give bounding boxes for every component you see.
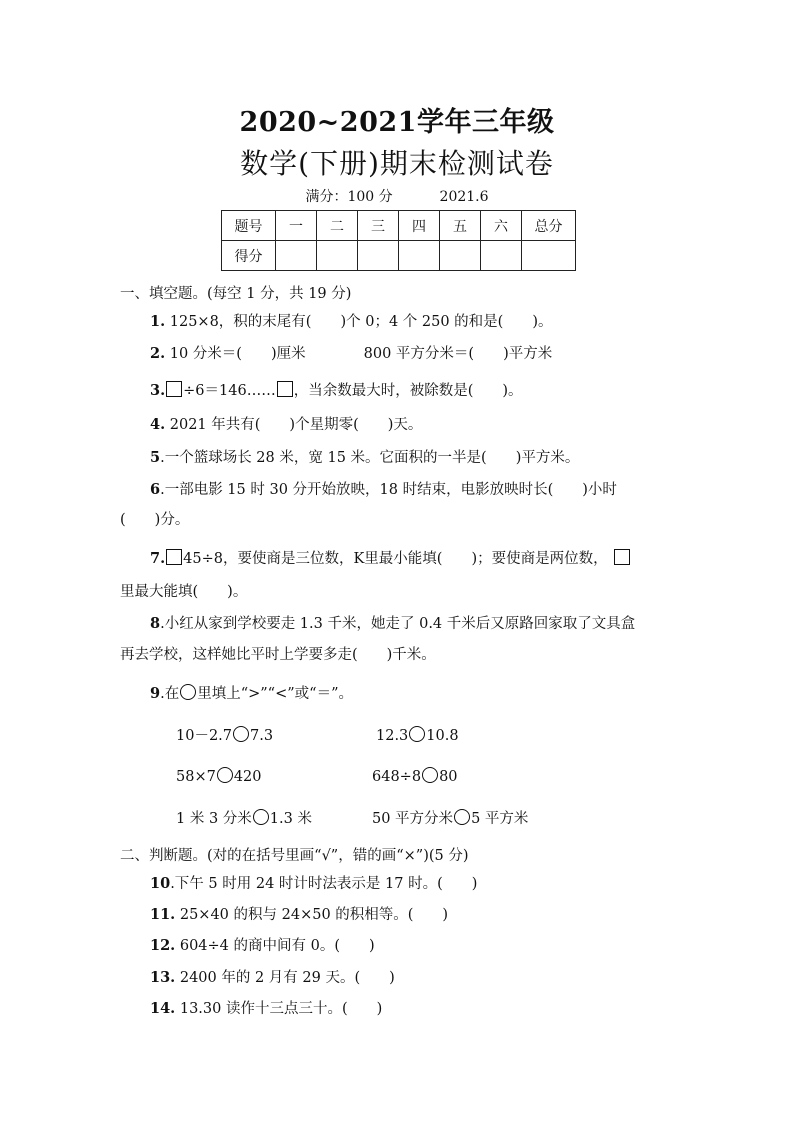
score-table-blank[interactable] — [440, 241, 481, 271]
exam-meta — [0, 186, 794, 206]
question-number: 12. — [150, 937, 176, 954]
question-number: 4. — [150, 416, 166, 433]
score-table-score-row — [222, 241, 576, 271]
compare-right: 10.8 — [426, 728, 459, 744]
score-table-cell: 总分 — [522, 211, 576, 241]
score-table-cell: 一 — [276, 211, 317, 241]
answer-box-icon — [166, 549, 182, 565]
question-2 — [150, 344, 552, 364]
question-text: ，当余数最大时，被除数是( )。 — [293, 383, 523, 399]
question-6-cont: ( )分。 — [120, 512, 190, 528]
compare-circle-icon[interactable] — [422, 767, 438, 783]
answer-box-icon — [166, 381, 182, 397]
compare-left: 10－2.7 — [176, 728, 233, 744]
section2-heading: 二、判断题。(对的在括号里画“√”，错的画“×”)(5 分) — [120, 848, 469, 864]
score-table-cell: 二 — [317, 211, 358, 241]
score-table-blank[interactable] — [522, 241, 576, 271]
compare-item — [372, 767, 458, 787]
question-9 — [150, 684, 353, 704]
question-number: 8 — [150, 615, 161, 632]
question-text: 2400 年的 2 月有 29 天。( ) — [175, 970, 395, 986]
score-table-blank[interactable] — [481, 241, 522, 271]
compare-right: 1.3 米 — [269, 811, 312, 827]
question-number: 10 — [150, 875, 171, 892]
compare-item — [176, 767, 262, 787]
question-8-cont: 再去学校，这样她比平时上学要多走( )千米。 — [120, 647, 436, 663]
question-13 — [150, 968, 395, 988]
compare-right: 7.3 — [250, 728, 274, 744]
question-text: 13.30 读作十三点三十。( ) — [175, 1001, 383, 1017]
compare-left: 1 米 3 分米 — [176, 811, 252, 827]
question-number: 7. — [150, 550, 166, 567]
compare-right: 5 平方米 — [471, 811, 529, 827]
compare-circle-icon[interactable] — [454, 809, 470, 825]
compare-item — [176, 809, 312, 829]
compare-left: 58×7 — [176, 769, 216, 785]
question-14 — [150, 999, 382, 1019]
question-10 — [150, 874, 477, 894]
score-table-blank[interactable] — [358, 241, 399, 271]
compare-right: 420 — [233, 769, 262, 785]
question-text: 125×8，积的末尾有( )个 0；4 个 250 的和是( )。 — [165, 314, 553, 330]
question-text: .一部电影 15 时 30 分开始放映，18 时结束，电影放映时长( )小时 — [160, 482, 617, 498]
score-table-blank[interactable] — [317, 241, 358, 271]
compare-item — [372, 809, 528, 829]
question-number: 9 — [150, 685, 161, 702]
question-number: 11. — [150, 906, 176, 923]
question-number: 5 — [150, 449, 161, 466]
question-7 — [150, 549, 631, 569]
question-12 — [150, 936, 375, 956]
score-table-header-row — [222, 211, 576, 241]
question-1 — [150, 312, 553, 332]
score-table-cell: 题号 — [222, 211, 276, 241]
compare-left: 648÷8 — [372, 769, 422, 785]
exam-date: 2021.6 — [439, 189, 489, 205]
compare-circle-icon[interactable] — [233, 726, 249, 742]
question-5 — [150, 448, 579, 468]
full-score: 满分：100 分 — [305, 189, 393, 205]
score-table-cell: 三 — [358, 211, 399, 241]
question-text: .下午 5 时用 24 时计时法表示是 17 时。( ) — [170, 876, 478, 892]
question-text: .在 — [160, 686, 180, 702]
score-table-cell: 五 — [440, 211, 481, 241]
question-text: 604÷4 的商中间有 0。( ) — [175, 938, 375, 954]
compare-item — [176, 726, 273, 746]
exam-title-line2: 数学(下册)期末检测试卷 — [240, 147, 554, 180]
question-text: 800 平方分米＝( )平方米 — [363, 346, 553, 362]
question-number: 13. — [150, 969, 176, 986]
score-table-cell: 六 — [481, 211, 522, 241]
compare-circle-icon — [180, 684, 196, 700]
question-text: .一个篮球场长 28 米，宽 15 米。它面积的一半是( )平方米。 — [160, 450, 580, 466]
question-text: 10 分米＝( )厘米 — [165, 346, 306, 362]
question-text: 45÷8，要使商是三位数，K里最小能填( )；要使商是两位数， — [183, 551, 608, 567]
compare-left: 50 平方分米 — [372, 811, 454, 827]
question-3 — [150, 381, 523, 401]
exam-title-line1: 2020~2021学年三年级 — [239, 107, 555, 138]
question-number: 1. — [150, 313, 166, 330]
score-table — [221, 210, 576, 271]
question-number: 3. — [150, 382, 166, 399]
compare-item — [376, 726, 459, 746]
question-text: .小红从家到学校要走 1.3 千米，她走了 0.4 千米后又原路回家取了文具盒 — [160, 616, 636, 632]
score-table-blank[interactable] — [399, 241, 440, 271]
compare-circle-icon[interactable] — [217, 767, 233, 783]
question-6 — [150, 480, 617, 500]
question-text: ÷6＝146…… — [183, 383, 276, 399]
answer-box-icon — [614, 549, 630, 565]
question-8 — [150, 614, 635, 634]
question-text: 2021 年共有( )个星期零( )天。 — [165, 417, 423, 433]
compare-circle-icon[interactable] — [409, 726, 425, 742]
question-number: 2. — [150, 345, 166, 362]
score-table-cell: 得分 — [222, 241, 276, 271]
compare-left: 12.3 — [376, 728, 409, 744]
question-number: 14. — [150, 1000, 176, 1017]
score-table-cell: 四 — [399, 211, 440, 241]
question-text: 里填上“>”“<”或“＝”。 — [197, 686, 353, 702]
compare-right: 80 — [439, 769, 458, 785]
section1-heading: 一、填空题。(每空 1 分，共 19 分) — [120, 286, 352, 302]
question-11 — [150, 905, 448, 925]
compare-circle-icon[interactable] — [253, 809, 269, 825]
question-number: 6 — [150, 481, 161, 498]
answer-box-icon — [277, 381, 293, 397]
question-7-cont: 里最大能填( )。 — [120, 584, 248, 600]
question-text: 25×40 的积与 24×50 的积相等。( ) — [175, 907, 449, 923]
score-table-blank[interactable] — [276, 241, 317, 271]
question-4 — [150, 415, 422, 435]
